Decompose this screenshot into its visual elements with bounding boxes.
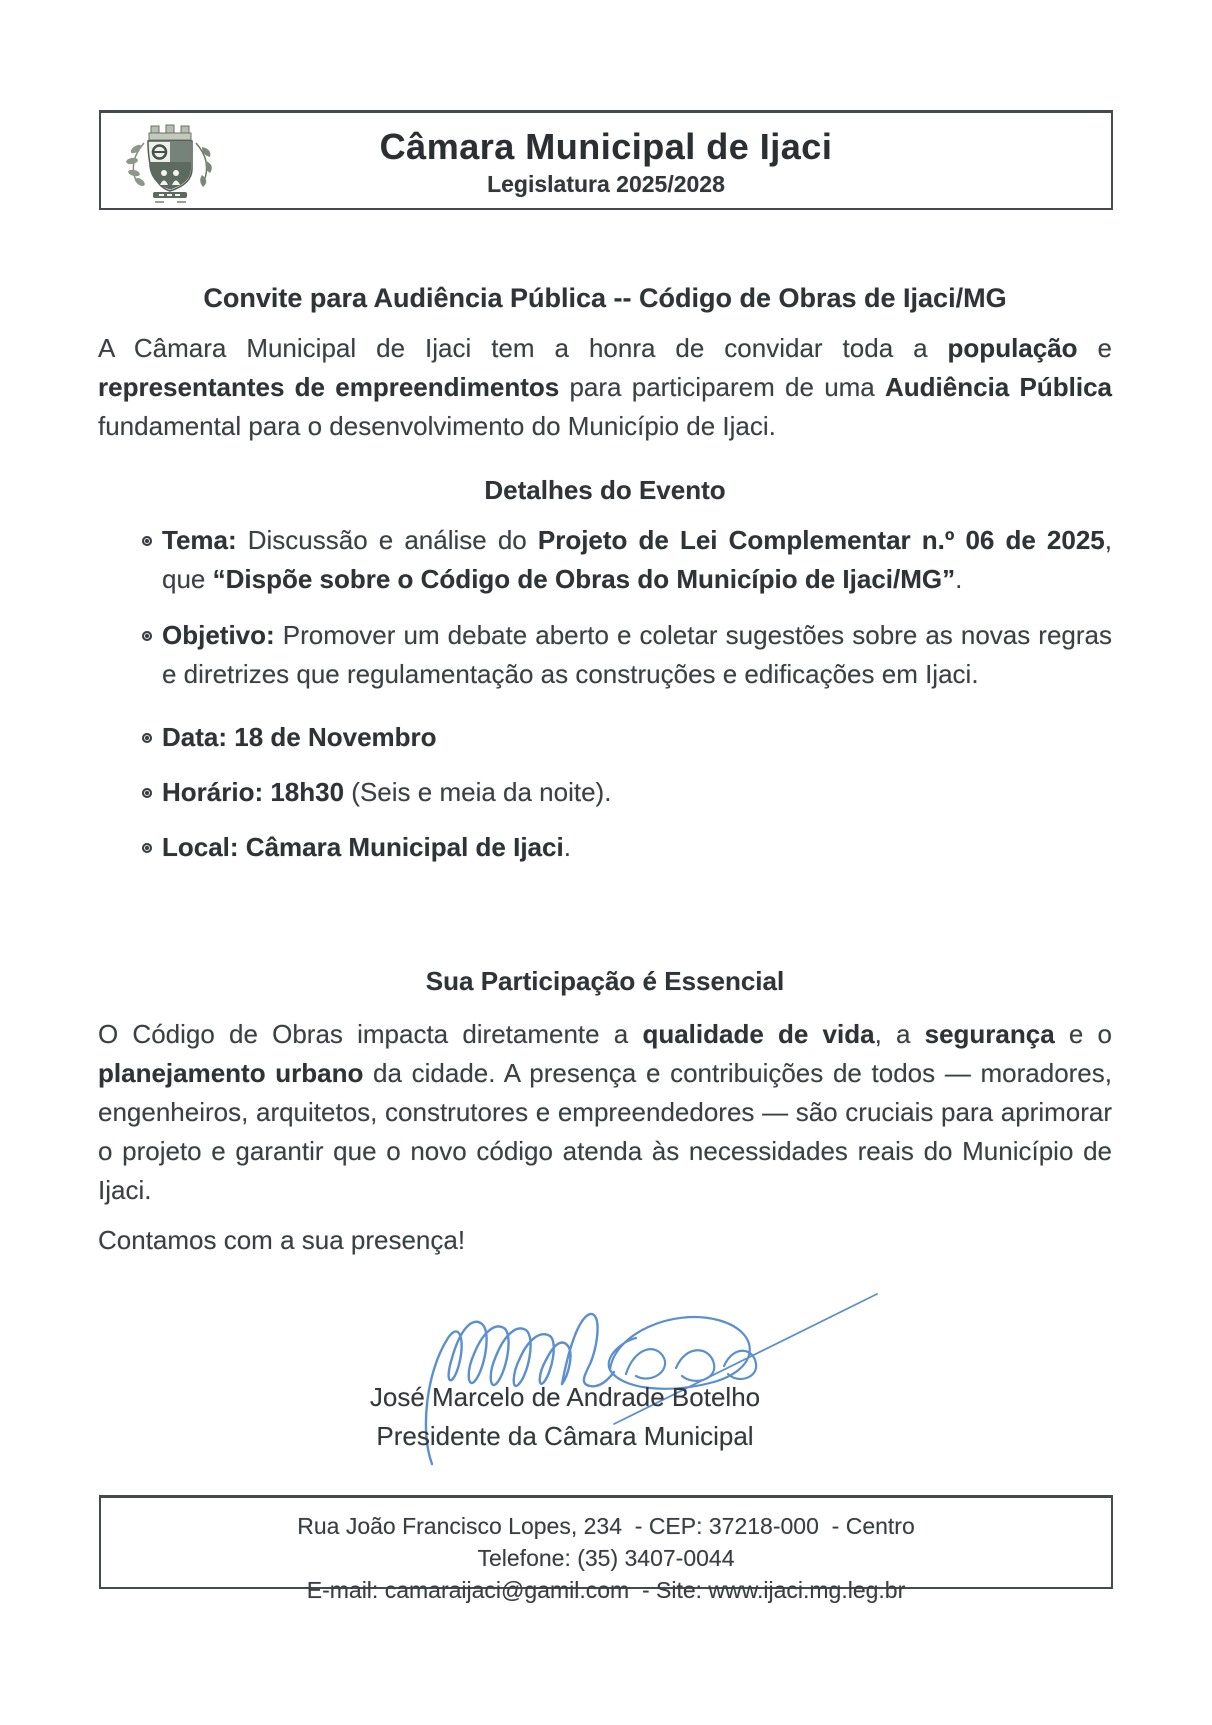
bullet-icon <box>142 536 152 546</box>
list-item-text: Data: 18 de Novembro <box>162 722 437 752</box>
legislature-subtitle: Legislatura 2025/2028 <box>487 171 725 197</box>
participation-heading: Sua Participação é Essencial <box>425 966 785 996</box>
bullet-icon <box>142 843 152 853</box>
intro-paragraph: A Câmara Municipal de Ijaci tem a honra de convidar toda a população e representantes de empreendimentos para participarem de uma Audiência Pública fundamental para o desenvolvimento do Município de Ijaci. <box>98 333 1112 441</box>
footer-contact-box <box>99 1495 1113 1603</box>
bullet-icon <box>142 733 152 743</box>
list-item-text: Tema: Discussão e análise do Projeto de Lei Complementar n.º 06 de 2025, que “Dispõe sobre o Código de Obras do Município de Ijaci/MG”. <box>162 525 1112 594</box>
bullet-icon <box>142 631 152 641</box>
list-item-text: Local: Câmara Municipal de Ijaci. <box>162 832 571 862</box>
footer-email-site: E-mail: camaraijaci@gamil.com - Site: www.ijaci.mg.leg.br <box>306 1577 906 1603</box>
document-title: Convite para Audiência Pública -- Código de Obras de Ijaci/MG <box>203 283 1007 313</box>
list-item-horario <box>98 773 1112 812</box>
list-item-objetivo <box>98 616 1112 694</box>
signatory-role: Presidente da Câmara Municipal <box>376 1421 754 1451</box>
list-item-tema <box>98 521 1112 599</box>
list-item-text: Horário: 18h30 (Seis e meia da noite). <box>162 777 612 807</box>
closing-line: Contamos com a sua presença! <box>98 1225 466 1255</box>
list-item-data <box>98 718 1112 757</box>
signatory-name: José Marcelo de Andrade Botelho <box>369 1382 761 1412</box>
footer-address: Rua João Francisco Lopes, 234 - CEP: 37218-000 - Centro <box>297 1513 915 1539</box>
participation-paragraph: O Código de Obras impacta diretamente a qualidade de vida, a segurança e o planejamento urbano da cidade. A presença e contribuições de todos — moradores, engenheiros, arquitetos, construtores e empreendedores — são cruciais para aprimorar o projeto e garantir que o novo código atenda às necessidades reais do Município de Ijaci. <box>98 1019 1112 1205</box>
event-details-heading: Detalhes do Evento <box>484 475 726 505</box>
letterhead <box>99 110 1113 210</box>
signature-block <box>98 1378 1032 1456</box>
bullet-icon <box>142 788 152 798</box>
list-item-local <box>98 828 1112 867</box>
event-details-list <box>98 521 1112 867</box>
footer-phone: Telefone: (35) 3407-0044 <box>477 1545 735 1571</box>
list-item-text: Objetivo: Promover um debate aberto e coletar sugestões sobre as novas regras e diretrizes que regulamentação as construções e edificações em Ijaci. <box>162 620 1112 689</box>
org-title: Câmara Municipal de Ijaci <box>379 126 833 167</box>
